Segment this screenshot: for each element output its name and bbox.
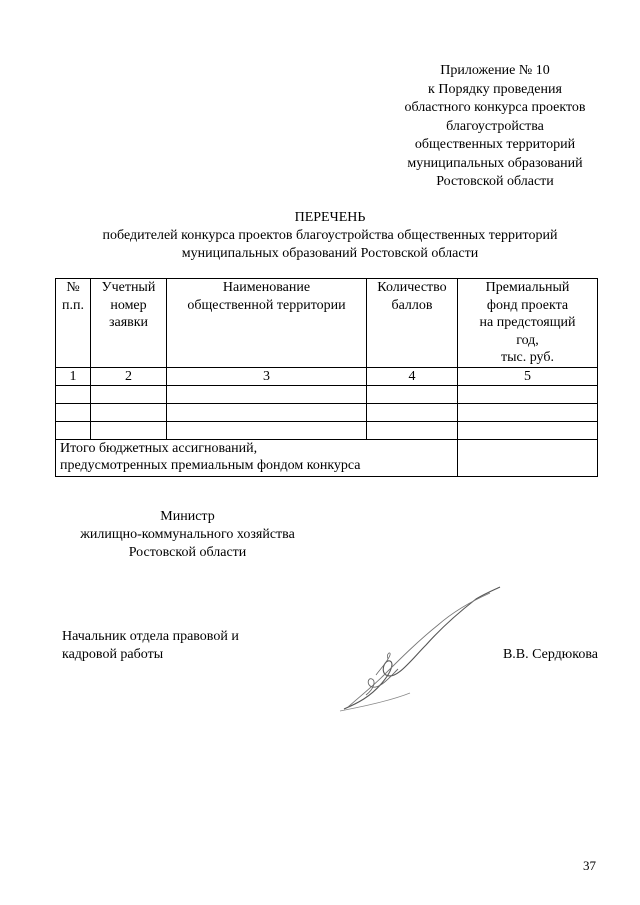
title-heading: ПЕРЕЧЕНЬ bbox=[294, 210, 366, 225]
department-head-line: кадровой работы bbox=[62, 647, 164, 662]
table-cell bbox=[167, 404, 367, 422]
column-number: 2 bbox=[91, 367, 167, 386]
total-row bbox=[56, 440, 598, 477]
table-cell bbox=[458, 422, 598, 440]
column-number-row bbox=[56, 367, 598, 386]
department-head-name: В.В. Сердюкова bbox=[502, 647, 598, 662]
column-number: 5 bbox=[458, 367, 598, 386]
minister-line: жилищно-коммунального хозяйства bbox=[80, 527, 295, 542]
table-cell bbox=[56, 422, 91, 440]
header-cell-score: Количество баллов bbox=[367, 279, 458, 368]
appendix-line: Приложение № 10 bbox=[440, 63, 550, 78]
table-cell bbox=[367, 404, 458, 422]
title-line: муниципальных образований Ростовской области bbox=[181, 246, 479, 261]
department-head-title bbox=[62, 628, 322, 664]
appendix-line: Ростовской области bbox=[436, 174, 554, 189]
table-cell bbox=[91, 422, 167, 440]
total-value bbox=[458, 440, 598, 477]
table-row bbox=[56, 404, 598, 422]
document-title bbox=[40, 209, 620, 263]
column-number: 1 bbox=[56, 367, 91, 386]
column-number: 4 bbox=[367, 367, 458, 386]
header-cell-application-number: Учетный номер заявки bbox=[91, 279, 167, 368]
header-cell-number: № п.п. bbox=[56, 279, 91, 368]
appendix-header bbox=[380, 62, 610, 192]
table-cell bbox=[91, 386, 167, 404]
table-cell bbox=[458, 404, 598, 422]
table-cell bbox=[91, 404, 167, 422]
appendix-line: муниципальных образований bbox=[407, 155, 583, 171]
column-number: 3 bbox=[167, 367, 367, 386]
minister-line: Министр bbox=[160, 509, 215, 524]
appendix-line: к Порядку проведения bbox=[428, 81, 562, 97]
header-cell-prize-fund: Премиальный фонд проекта на предстоящий год, тыс. руб. bbox=[458, 279, 598, 368]
department-head-line: Начальник отдела правовой и bbox=[62, 629, 239, 644]
header-cell-territory-name: Наименование общественной территории bbox=[167, 279, 367, 368]
table-cell bbox=[56, 386, 91, 404]
table-row bbox=[56, 386, 598, 404]
winners-table bbox=[55, 278, 598, 477]
total-label: Итого бюджетных ассигнований, предусмотренных премиальным фондом конкурса bbox=[56, 440, 458, 477]
minister-line: Ростовской области bbox=[128, 545, 247, 560]
table-cell bbox=[167, 422, 367, 440]
appendix-line: благоустройства bbox=[446, 118, 544, 134]
table-header-row bbox=[56, 279, 598, 368]
appendix-line: общественных территорий bbox=[414, 137, 576, 152]
table-cell bbox=[367, 422, 458, 440]
table-cell bbox=[367, 386, 458, 404]
table-row bbox=[56, 422, 598, 440]
table-cell bbox=[458, 386, 598, 404]
minister-title bbox=[60, 508, 315, 562]
page-number: 37 bbox=[583, 858, 596, 873]
table-cell bbox=[56, 404, 91, 422]
title-line: победителей конкурса проектов благоустройства общественных территорий bbox=[102, 228, 558, 243]
appendix-line: областного конкурса проектов bbox=[404, 100, 586, 115]
table-cell bbox=[167, 386, 367, 404]
